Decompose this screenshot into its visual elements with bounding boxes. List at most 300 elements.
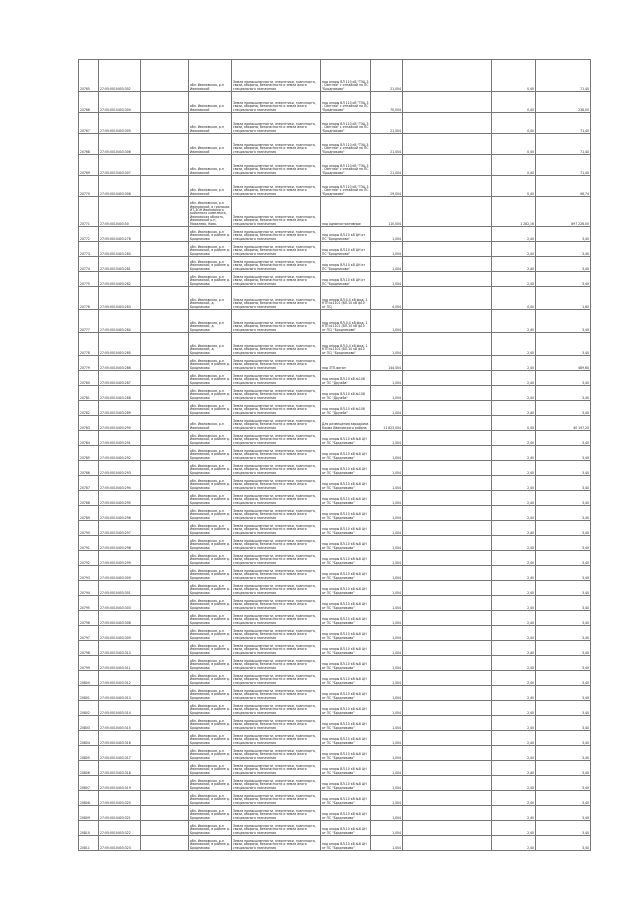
rate-text: 2,40 [527,725,534,730]
row-number-cell [79,566,99,581]
permitted-use-text: под опоры ВЛ-10 кВ №108 от ПС "Дружба" [322,407,365,415]
cadastral-number-text: 27:05:0010403:286 [100,365,131,370]
area-cell [371,371,403,386]
table-row [79,506,591,521]
code-text: 4 [399,500,401,505]
land-category-cell [232,641,321,656]
value-cell [536,551,591,566]
permitted-use-text: под опоры ВЛ-10 кВ №8 ЦН от ПС "Бродниково" [322,602,367,610]
row-number-text: 20809 [80,815,90,820]
empty-cell [141,521,189,536]
value-cell [536,656,591,671]
rate-cell [492,581,536,596]
address-cell [189,310,232,333]
permitted-use-text: под опоры ВЛ-10 кВ №8 ЦН от ПС "Бродниково" [322,452,367,460]
cadastral-number-cell [99,461,141,476]
area-cell [371,656,403,671]
value-text: 3,40 [582,470,589,475]
land-category-cell [232,716,321,731]
area-text: 1,00 [392,410,400,415]
cadastral-number-cell [99,701,141,716]
row-number-text: 20807 [80,785,90,790]
cadastral-number-cell [99,686,141,701]
area-text: 21,00 [390,170,400,175]
empty-cell [141,686,189,701]
cadastral-number-cell [99,113,141,134]
empty-cell [141,761,189,776]
land-category-cell [232,491,321,506]
land-category-cell [232,626,321,641]
address-text: обл. Ивановская, р-н Ивановский, в районе д. Бродниково [190,538,230,550]
permitted-use-cell [321,272,371,287]
area-text: 1,00 [392,845,400,850]
value-text: 98,74 [580,191,589,196]
table-row [79,155,591,176]
table-row [79,227,591,242]
permitted-use-text: под опоры ВЛ-10 кВ №8 ЦН от ПС "Бродниково" [322,752,367,760]
empty-cell [403,227,492,242]
land-category-text: Земли промышленности, энергетики, транспорта, связи, обороны, безопасности и земли иного специального назначения [233,244,316,256]
land-category-text: Земли промышленности, энергетики, транспорта, связи, обороны, безопасности и земли иного специального назначения [233,808,316,820]
area-text: 1,00 [392,281,400,286]
table-row [79,611,591,626]
area-cell [371,641,403,656]
rate-text: 2,40 [527,605,534,610]
cadastral-number-text: 27:05:0010403:314 [100,710,131,715]
row-number-text: 20773 [80,251,90,256]
cadastral-number-text: 27:05:0010403:306 [100,149,131,154]
code-text: 4 [399,221,401,226]
empty-cell [141,333,189,356]
empty-cell [403,287,492,310]
table-row [79,461,591,476]
empty-cell [403,671,492,686]
cadastral-number-text: 27:05:0010403:315 [100,725,131,730]
permitted-use-cell [321,155,371,176]
address-text: обл. Ивановская, р-н Ивановский, в районе д. Бродниково [190,658,230,670]
empty-cell [141,536,189,551]
table-row [79,356,591,371]
empty-cell [403,257,492,272]
rate-cell [492,60,536,92]
value-text: 3,40 [582,680,589,685]
empty-cell [141,551,189,566]
address-text: обл. Ивановская, р-н Ивановский, в районе д. Бродниково [190,373,230,385]
area-cell [371,806,403,821]
row-number-cell [79,776,99,791]
address-cell [189,536,232,551]
row-number-cell [79,197,99,227]
land-category-cell [232,536,321,551]
land-category-cell [232,401,321,416]
permitted-use-text: под опоры ВЛ-10 кВ ЦН от ПС "Бродниково" [322,263,366,271]
empty-cell [141,626,189,641]
permitted-use-text: под административные [322,221,361,226]
empty-cell [141,310,189,333]
empty-cell [403,776,492,791]
cadastral-number-cell [99,287,141,310]
cadastral-number-cell [99,656,141,671]
area-cell [371,536,403,551]
address-text: обл. Ивановская, р-н Ивановский [190,83,224,91]
rate-text: 2,40 [527,327,534,332]
address-cell [189,761,232,776]
address-cell [189,551,232,566]
value-text: 3,40 [582,380,589,385]
address-text: обл. Ивановская, р-н Ивановский, в районе д. Бродниково [190,433,230,445]
area-cell [371,821,403,836]
row-number-cell [79,731,99,746]
rate-cell [492,641,536,656]
table-row [79,242,591,257]
rate-text: 2,40 [527,815,534,820]
cadastral-number-text: 27:05:0010403:292 [100,455,131,460]
address-cell [189,521,232,536]
address-text: обл. Ивановская, р-н Ивановский, д. Бродниково [190,343,224,355]
land-category-text: Земли промышленности, энергетики, транспорта, связи, обороны, безопасности и земли иного специального назначения [233,493,316,505]
rate-text: 2,40 [527,365,534,370]
table-row [79,521,591,536]
rate-text: 0,40 [527,107,534,112]
empty-cell [403,701,492,716]
value-text: 3,40 [582,650,589,655]
empty-cell [403,566,492,581]
cadastral-number-cell [99,806,141,821]
row-number-cell [79,272,99,287]
land-category-text: Земли промышленности, энергетики, транспорта, связи, обороны, безопасности и земли иного специального назначения [233,184,316,196]
permitted-use-text: под опоры ВЛ-10 кВ №8 ЦН от ПС "Бродниково" [322,542,367,550]
empty-cell [141,272,189,287]
area-cell [371,134,403,155]
address-text: обл. Ивановская, р-н Ивановский, в границах ИТ-ЗОН Ивановского районного комплекса, Ивановская область, Ивановский р-н, Михалево, Ново- [190,201,230,226]
rate-cell [492,716,536,731]
land-category-cell [232,386,321,401]
area-text: 1,00 [392,755,400,760]
empty-cell [403,746,492,761]
table-row [79,371,591,386]
row-number-text: 20785 [80,455,90,460]
rate-text: 2,40 [527,830,534,835]
value-cell [536,227,591,242]
permitted-use-text: под опоры ВЛ 110 кВ "ТЭЦ-3 - Светлая" с отпайкой на ПС "Бродниково" [322,184,369,196]
code-text: 4 [399,410,401,415]
land-category-cell [232,521,321,536]
address-text: обл. Ивановская, р-н Ивановский, в районе д. Бродниково [190,733,230,745]
code-text: 4 [399,830,401,835]
land-category-cell [232,686,321,701]
rate-cell [492,656,536,671]
rate-cell [492,476,536,491]
value-text: 3,40 [582,281,589,286]
rate-cell [492,536,536,551]
value-cell [536,521,591,536]
rate-text: 0,40 [527,170,534,175]
land-category-text: Земли промышленности, энергетики, транспорта, связи, обороны, безопасности и земли иного специального назначения [233,274,316,286]
address-text: обл. Ивановская, р-н Ивановский, в районе д. Бродниково [190,673,230,685]
cadastral-number-text: 27:05:0010403:307 [100,170,131,175]
land-category-cell [232,287,321,310]
permitted-use-text: под опоры ВЛ-10 кВ №8 ЦН от ПС "Бродниково" [322,767,367,775]
row-number-text: 20800 [80,680,90,685]
cadastral-number-cell [99,671,141,686]
table-row [79,491,591,506]
row-number-cell [79,287,99,310]
permitted-use-text: под опоры ВЛ-0,4 кВ фид. 1 КТП №1101 (ВЛ-10 кВ ф10 от ПС) "Бродниково" [322,320,368,332]
permitted-use-text: под опоры ВЛ-10 кВ №8 ЦН от ПС "Бродниково" [322,737,367,745]
area-cell [371,257,403,272]
cadastral-number-text: 27:05:0010403:297 [100,530,131,535]
address-cell [189,731,232,746]
row-number-text: 20804 [80,740,90,745]
empty-cell [403,491,492,506]
permitted-use-cell [321,581,371,596]
rate-cell [492,257,536,272]
value-cell [536,155,591,176]
address-cell [189,113,232,134]
land-category-text: Земли промышленности, энергетики, транспорта, связи, обороны, безопасности и земли иного специального назначения [233,523,316,535]
land-plots-table [78,59,591,851]
address-text: обл. Ивановская, р-н Ивановский, в районе д. Бродниково [190,508,230,520]
cadastral-number-text: 27:05:0010403:288 [100,395,131,400]
rate-text: 2,40 [527,785,534,790]
address-cell [189,476,232,491]
area-text: 1,00 [392,560,400,565]
address-text: обл. Ивановская, р-н Ивановский, в районе д. Бродниково [190,823,230,835]
cadastral-number-text: 27:05:0010403:304 [100,107,131,112]
row-number-text: 20801 [80,695,90,700]
row-number-text: 20799 [80,665,90,670]
permitted-use-cell [321,596,371,611]
rate-cell [492,134,536,155]
empty-cell [403,716,492,731]
land-category-text: Земли промышленности, энергетики, транспорта, связи, обороны, безопасности и земли иного специального назначения [233,613,316,625]
address-text: обл. Ивановская, р-н Ивановский, в районе д. Бродниково [190,583,230,595]
cadastral-number-cell [99,566,141,581]
value-text: 3,40 [582,605,589,610]
land-category-text: Земли промышленности, энергетики, транспорта, связи, обороны, безопасности и земли иного специального назначения [233,418,316,430]
value-cell [536,806,591,821]
row-number-text: 20792 [80,560,90,565]
cadastral-number-text: 27:05:0010403:300 [100,575,131,580]
value-text: 3,40 [582,710,589,715]
area-text: 21,00 [390,128,400,133]
cadastral-number-cell [99,821,141,836]
table-row [79,197,591,227]
rate-text: 0,40 [527,128,534,133]
area-cell [371,776,403,791]
empty-cell [141,776,189,791]
permitted-use-cell [321,371,371,386]
area-text: 1,00 [392,327,400,332]
table-body [79,60,591,851]
cadastral-number-cell [99,227,141,242]
code-text: 4 [399,107,401,112]
area-text: 21,00 [390,149,400,154]
permitted-use-text: под опоры ВЛ-10 кВ №8 ЦН от ПС "Бродниково" [322,827,367,835]
land-category-text: Земли промышленности, энергетики, транспорта, связи, обороны, безопасности и земли иного специального назначения [233,214,316,226]
rate-text: 2,40 [527,590,534,595]
land-category-text: Земли промышленности, энергетики, транспорта, связи, обороны, безопасности и земли иного специального назначения [233,733,316,745]
address-text: обл. Ивановская, р-н Ивановский, в районе д. Бродниково [190,358,230,370]
value-cell [536,386,591,401]
permitted-use-text: под опоры ВЛ-10 кВ №8 ЦН от ПС "Бродниково" [322,557,367,565]
cadastral-number-cell [99,611,141,626]
row-number-text: 20774 [80,266,90,271]
area-text: 1,00 [392,440,400,445]
area-text: 1,00 [392,725,400,730]
permitted-use-cell [321,761,371,776]
value-cell [536,60,591,92]
rate-text: 0,40 [527,86,534,91]
empty-cell [141,506,189,521]
area-text: 1,00 [392,590,400,595]
code-text: 4 [399,281,401,286]
address-cell [189,491,232,506]
permitted-use-cell [321,836,371,851]
empty-cell [403,551,492,566]
address-cell [189,446,232,461]
table-row [79,386,591,401]
land-category-text: Земли промышленности, энергетики, транспорта, связи, обороны, безопасности и земли иного специального назначения [233,568,316,580]
table-row [79,656,591,671]
rate-cell [492,731,536,746]
table-row [79,272,591,287]
rate-text: 2,40 [527,530,534,535]
cadastral-number-cell [99,371,141,386]
cadastral-number-cell [99,197,141,227]
value-text: 3,40 [582,590,589,595]
rate-text: 1 282,16 [520,221,534,226]
area-text: 70,00 [390,107,400,112]
value-cell [536,197,591,227]
table-row [79,431,591,446]
address-text: обл. Ивановская, р-н Ивановский, в районе д. Бродниково [190,808,230,820]
value-cell [536,416,591,431]
value-cell [536,310,591,333]
area-cell [371,521,403,536]
value-text: 3,40 [582,530,589,535]
land-category-text: Земли промышленности, энергетики, транспорта, связи, обороны, безопасности и земли иного специального назначения [233,79,316,91]
value-text: 3,40 [582,740,589,745]
table-row [79,806,591,821]
cadastral-number-text: 27:05:0010403:310 [100,650,131,655]
empty-cell [403,536,492,551]
row-number-text: 20772 [80,236,90,241]
empty-cell [141,836,189,851]
empty-cell [403,611,492,626]
table-row [79,731,591,746]
row-number-cell [79,371,99,386]
value-cell [536,791,591,806]
cadastral-number-text: 27:05:0010403:298 [100,545,131,550]
value-cell [536,671,591,686]
permitted-use-cell [321,611,371,626]
land-category-text: Земли промышленности, энергетики, транспорта, связи, обороны, безопасности и земли иного специального назначения [233,163,316,175]
empty-cell [403,806,492,821]
rate-text: 2,40 [527,680,534,685]
land-category-cell [232,371,321,386]
value-text: 3,40 [582,665,589,670]
document-page [78,59,589,851]
rate-text: 2,40 [527,650,534,655]
cadastral-number-cell [99,356,141,371]
permitted-use-cell [321,551,371,566]
empty-cell [403,821,492,836]
cadastral-number-text: 27:05:0010403:302 [100,86,131,91]
value-cell [536,641,591,656]
empty-cell [141,60,189,92]
address-text: обл. Ивановская, р-н Ивановский, в районе д. Бродниково [190,628,230,640]
area-text: 1,00 [392,515,400,520]
land-category-text: Земли промышленности, энергетики, транспорта, связи, обороны, безопасности и земли иного специального назначения [233,478,316,490]
address-cell [189,333,232,356]
empty-cell [403,60,492,92]
rate-cell [492,566,536,581]
value-text: 1,60 [582,304,589,309]
cadastral-number-cell [99,134,141,155]
empty-cell [141,596,189,611]
cadastral-number-text: 27:05:0010403:293 [100,470,131,475]
cadastral-number-cell [99,521,141,536]
row-number-cell [79,806,99,821]
cadastral-number-text: 27:05:0010403:291 [100,440,131,445]
row-number-text: 20805 [80,755,90,760]
cadastral-number-cell [99,716,141,731]
land-category-cell [232,701,321,716]
land-category-cell [232,134,321,155]
empty-cell [141,287,189,310]
permitted-use-text: под опоры ВЛ-10 кВ №8 ЦН от ПС "Бродниково" [322,497,367,505]
cadastral-number-text: 27:05:0010403:303 [100,605,131,610]
permitted-use-text: под опоры ВЛ-10 кВ №8 ЦН от ПС "Бродниково" [322,707,367,715]
code-text: 4 [399,266,401,271]
cadastral-number-cell [99,242,141,257]
row-number-text: 20769 [80,170,90,175]
rate-text: 2,40 [527,455,534,460]
table-row [79,446,591,461]
area-cell [371,197,403,227]
permitted-use-text: под опоры ВЛ-10 кВ ЦН от ПС "Бродниково" [322,233,366,241]
area-text: 1,00 [392,635,400,640]
cadastral-number-text: 27:05:0010403:323 [100,845,131,850]
rate-cell [492,461,536,476]
empty-cell [141,371,189,386]
table-row [79,836,591,851]
land-category-text: Земли промышленности, энергетики, транспорта, связи, обороны, безопасности и земли иного специального назначения [233,583,316,595]
permitted-use-cell [321,401,371,416]
address-cell [189,242,232,257]
row-number-cell [79,671,99,686]
permitted-use-cell [321,506,371,521]
value-cell [536,242,591,257]
value-text: 3,40 [582,545,589,550]
empty-cell [403,242,492,257]
land-category-text: Земли промышленности, энергетики, транспорта, связи, обороны, безопасности и земли иного специального назначения [233,748,316,760]
rate-cell [492,176,536,197]
cadastral-number-text: 27:05:0010403:299 [100,560,131,565]
address-text: обл. Ивановская, р-н Ивановский [190,167,224,175]
land-category-text: Земли промышленности, энергетики, транспорта, связи, обороны, безопасности и земли иного специального назначения [233,823,316,835]
cadastral-number-text: 27:05:0010403:321 [100,815,131,820]
row-number-text: 20811 [80,845,90,850]
empty-cell [141,641,189,656]
cadastral-number-cell [99,476,141,491]
rate-text: 2,40 [527,545,534,550]
address-cell [189,791,232,806]
empty-cell [403,521,492,536]
permitted-use-text: под опоры ВЛ-10 кВ №8 ЦН от ПС "Бродниково" [322,632,367,640]
code-text: 4 [399,755,401,760]
